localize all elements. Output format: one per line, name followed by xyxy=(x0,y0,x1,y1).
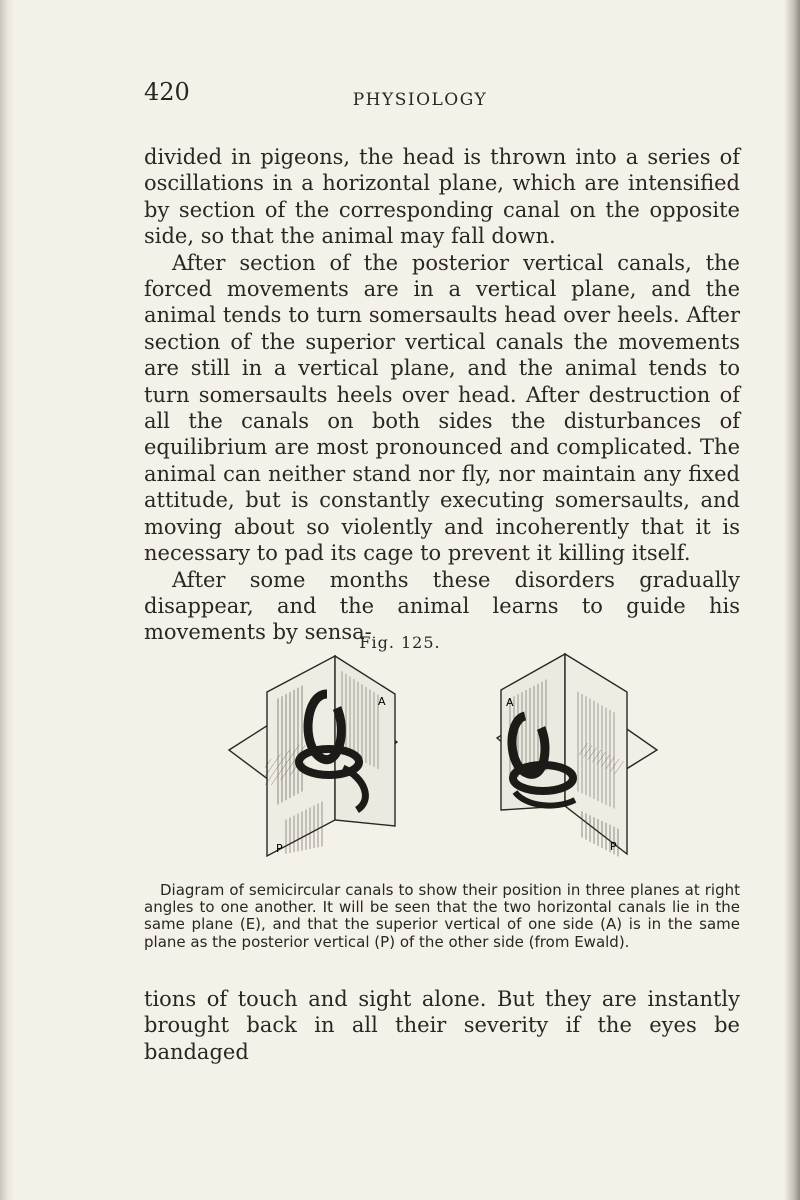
right-canal-diagram xyxy=(497,654,657,858)
right-label-a: A xyxy=(506,696,514,709)
paragraph-continued: divided in pigeons, the head is thrown into a series of oscillations in a horizontal plane, which are intensified by section of the corresponding canal on the opposite side, so that the animal may fall down. xyxy=(144,145,740,249)
body-text-bottom xyxy=(144,986,740,1065)
body-text-top xyxy=(144,144,740,646)
paragraph-touch-sight: tions of touch and sight alone. But they are instantly brought back in all their severity if the eyes be bandaged xyxy=(144,987,740,1064)
running-title: PHYSIOLOGY xyxy=(352,90,488,110)
left-label-a: A xyxy=(378,695,386,708)
semicircular-canals-diagram xyxy=(225,650,665,865)
right-label-p: P xyxy=(610,840,617,853)
figure-caption xyxy=(144,882,740,951)
left-label-p: P xyxy=(276,842,283,855)
page-header xyxy=(0,78,800,112)
paragraph-recovery: After some months these disorders gradually disappear, and the animal learns to guide his movements by sensa- xyxy=(144,567,740,645)
paragraph-posterior-canals: After section of the posterior vertical canals, the forced movements are in a vertical plane, and the animal tends to turn somersaults head over heels. After section of the superior vertical canals the movements are still in a vertical plane, and the animal tends to turn somersaults heels over head. After destruction of all the canals on both sides the disturbances of equilibrium are most pronounced and complicated. The animal can neither stand nor fly, nor maintain any fixed attitude, but is constantly executing somersaults, and moving about so violently and incoherently that it is necessary to pad its cage to prevent it killing itself. xyxy=(144,250,740,566)
page-right-edge xyxy=(784,0,800,1200)
figure-label: Fig. 125. xyxy=(359,633,441,652)
left-canal-diagram xyxy=(229,656,397,856)
figure-caption-text: Diagram of semicircular canals to show their position in three planes at right angles to one another. It will be seen that the two horizontal canals lie in the same plane (E), and that the superior vertical of one side (A) is in the same plane as the posterior vertical (P) of the other side (from Ewald). xyxy=(144,881,740,951)
page-number: 420 xyxy=(144,78,190,106)
page-left-edge xyxy=(0,0,14,1200)
